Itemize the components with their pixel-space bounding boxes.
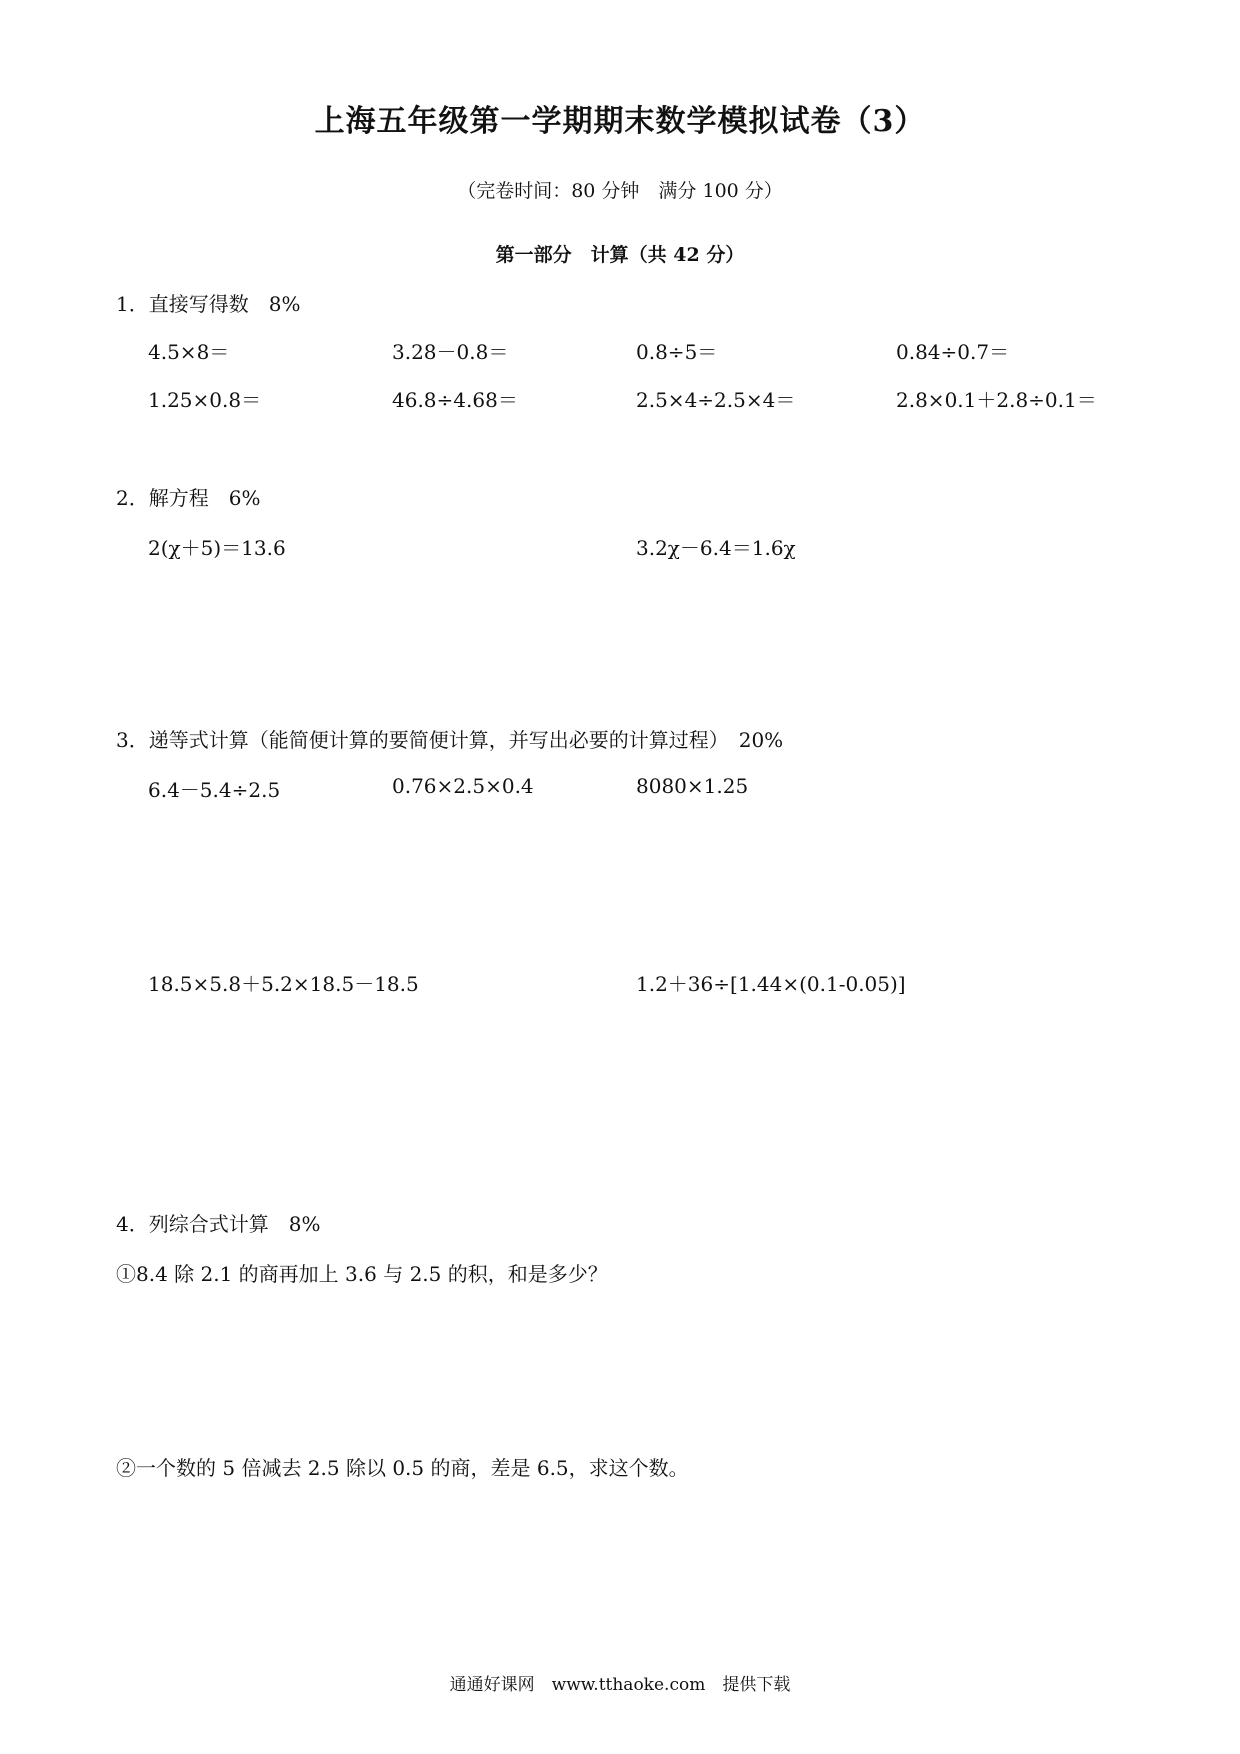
page-title: 上海五年级第一学期期末数学模拟试卷（3） — [314, 104, 926, 139]
q1-item: 2.5×4÷2.5×4＝ — [636, 388, 796, 412]
q1-item: 4.5×8＝ — [148, 340, 230, 364]
q3-expression: 6.4－5.4÷2.5 — [148, 778, 281, 802]
q1-item: 0.84÷0.7＝ — [896, 340, 1010, 364]
q1-item: 0.8÷5＝ — [636, 340, 718, 364]
q1-heading: 1．直接写得数 8% — [116, 292, 301, 316]
q3-expression: 8080×1.25 — [636, 774, 749, 798]
q4-problem: ①8.4 除 2.1 的商再加上 3.6 与 2.5 的积，和是多少？ — [116, 1262, 608, 1286]
q3-expression: 0.76×2.5×0.4 — [392, 774, 534, 798]
footer-source: 通通好课网 www.tthaoke.com 提供下载 — [449, 1675, 791, 1695]
q1-item: 1.25×0.8＝ — [148, 388, 262, 412]
q1-item: 3.28－0.8＝ — [392, 340, 509, 364]
q3-expression: 1.2＋36÷[1.44×(0.1-0.05)] — [636, 972, 906, 996]
q2-equation: 2(χ＋5)＝13.6 — [148, 536, 286, 560]
q2-equation: 3.2χ－6.4＝1.6χ — [636, 536, 796, 560]
q4-heading: 4．列综合式计算 8% — [116, 1212, 321, 1236]
q2-heading: 2．解方程 6% — [116, 486, 261, 510]
exam-info: （完卷时间：80 分钟 满分 100 分） — [457, 180, 783, 202]
section-heading: 第一部分 计算（共 42 分） — [495, 244, 745, 266]
q4-problem: ②一个数的 5 倍减去 2.5 除以 0.5 的商，差是 6.5，求这个数。 — [116, 1456, 689, 1480]
q1-item: 46.8÷4.68＝ — [392, 388, 518, 412]
q1-item: 2.8×0.1＋2.8÷0.1＝ — [896, 388, 1097, 412]
q3-expression: 18.5×5.8＋5.2×18.5－18.5 — [148, 972, 419, 996]
q3-heading: 3．递等式计算（能简便计算的要简便计算，并写出必要的计算过程） 20% — [116, 728, 784, 752]
